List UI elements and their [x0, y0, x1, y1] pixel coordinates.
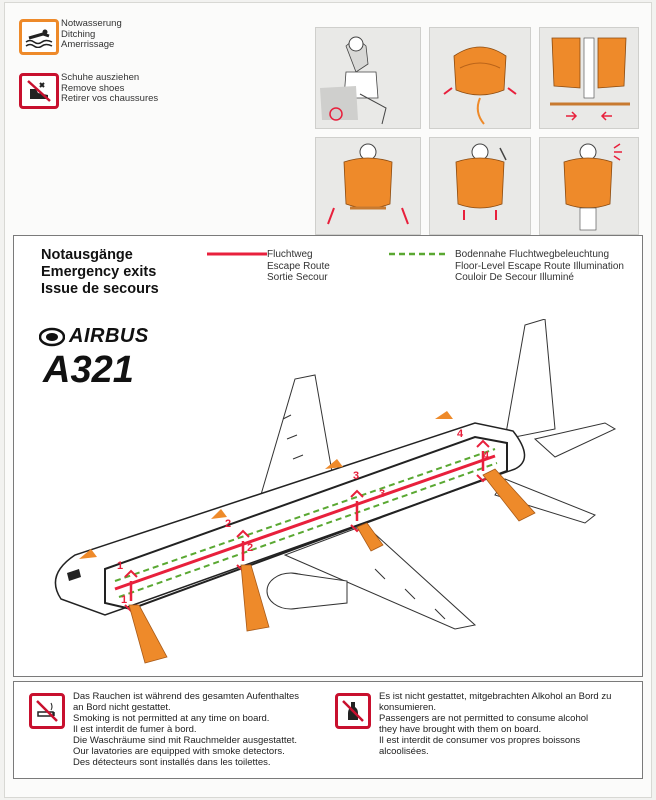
remove-shoes-icon — [19, 73, 59, 109]
brand-text: AIRBUS — [69, 325, 149, 347]
slide-1 — [129, 605, 167, 663]
escape-route-de: Fluchtweg — [267, 249, 313, 260]
aircraft-model: A321 — [43, 349, 134, 391]
alcohol-line-2: konsumieren. — [379, 702, 437, 713]
title-de: Notausgänge — [41, 247, 133, 263]
smoking-line-5: Die Waschräume sind mit Rauchmelder ausgestattet. — [73, 735, 298, 746]
smoking-line-3: Smoking is not permitted at any time on board. — [73, 713, 270, 724]
smoking-line-6: Our lavatories are equipped with smoke detectors. — [73, 746, 285, 757]
tail-fin — [505, 319, 555, 439]
title-en: Emergency exits — [41, 264, 157, 280]
shoes-de: Schuhe ausziehen — [61, 72, 140, 83]
smoking-line-1: Das Rauchen ist während des gesamten Aufenthaltes — [73, 691, 300, 702]
ditching-de: Notwasserung — [61, 18, 122, 29]
aircraft-diagram — [35, 319, 635, 669]
shoes-text — [61, 73, 158, 105]
vest-step-5-panel — [429, 137, 531, 235]
ditching-text — [61, 19, 122, 51]
escape-route-legend — [267, 249, 330, 284]
ditching-fr: Amerrissage — [61, 39, 115, 50]
vest-step-6-panel — [539, 137, 639, 235]
escape-route-fr: Sortie Secour — [267, 272, 328, 283]
safety-card — [4, 2, 652, 798]
smoking-line-2: an Bord nicht gestattet. — [73, 702, 171, 713]
alcohol-line-4: they have brought with them on board. — [379, 724, 542, 735]
exit-4-upper-label: 4 — [457, 428, 464, 440]
vest-step-3-panel — [539, 27, 639, 129]
alcohol-line-3: Passengers are not permitted to consume alcohol — [379, 713, 589, 724]
floor-lighting-en: Floor-Level Escape Route Illumination — [455, 260, 624, 272]
escape-route-en: Escape Route — [267, 260, 330, 272]
ditching-icon — [19, 19, 59, 55]
ditching-en: Ditching — [61, 28, 96, 40]
shoes-fr: Retirer vos chaussures — [61, 93, 159, 104]
exit-3-upper-label: 3 — [353, 470, 360, 482]
vest-step-4-panel — [315, 137, 421, 235]
vest-step-1-panel — [315, 27, 421, 129]
alcohol-line-1: Es ist nicht gestattet, mitgebrachten Alkohol an Bord zu — [379, 691, 612, 702]
smoking-line-7: Des détecteurs sont installés dans les toilettes. — [73, 757, 271, 768]
floor-lighting-de: Bodennahe Fluchtwegbeleuchtung — [455, 249, 610, 260]
exit-2-lower-label: 2 — [247, 542, 254, 554]
smoking-line-4: Il est interdit de fumer à bord. — [73, 724, 197, 735]
shoes-en: Remove shoes — [61, 82, 125, 94]
exit-3-lower-label: 3 — [379, 488, 386, 500]
title-fr: Issue de secours — [41, 281, 159, 297]
alcohol-text — [379, 691, 635, 757]
exit-1-upper-label: 1 — [117, 560, 124, 572]
alcohol-line-6: alcoolisées. — [379, 746, 429, 757]
floor-lighting-fr: Couloir De Secour Illuminé — [455, 272, 574, 283]
exit-4-lower-label: 4 — [483, 450, 490, 462]
vest-step-2-panel — [429, 27, 531, 129]
exit-1-lower-label: 1 — [121, 594, 128, 606]
emergency-exits-title — [41, 247, 159, 298]
slide-2 — [241, 565, 269, 631]
door-4-upper — [435, 411, 453, 419]
floor-lighting-legend-line — [389, 251, 449, 257]
floor-lighting-legend — [455, 249, 624, 284]
no-alcohol-icon — [335, 693, 371, 729]
alcohol-line-5: Il est interdit de consumer vos propres boissons — [379, 735, 581, 746]
smoking-text — [73, 691, 323, 768]
no-smoking-icon — [29, 693, 65, 729]
escape-route-legend-line — [207, 251, 267, 257]
exit-2-upper-label: 2 — [225, 518, 232, 530]
